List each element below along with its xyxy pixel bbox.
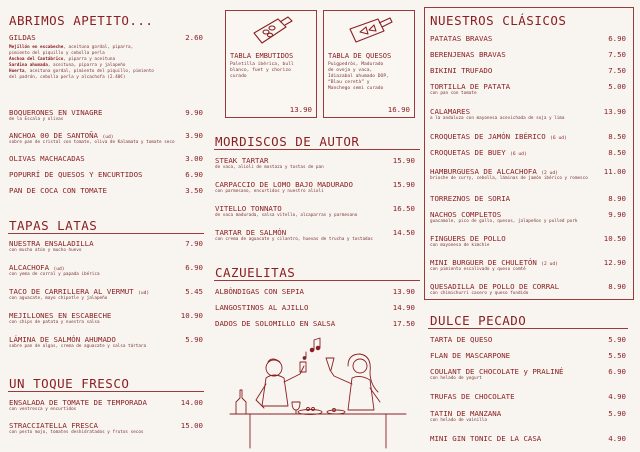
item-name: MEJILLONES EN ESCABECHE: [9, 311, 112, 320]
item-name: FINGUERS DE POLLO: [430, 234, 506, 243]
cheese-board-icon: [346, 15, 394, 49]
item-desc: con pan con tomate: [430, 91, 477, 96]
menu-item: [430, 167, 626, 182]
item-name: STRACCIATELLA FRESCA: [9, 421, 98, 430]
item-desc: de vaca, alioli de mostaza y tostas de pan: [215, 165, 324, 170]
menu-item: [430, 234, 626, 249]
item-price: 13.90: [392, 287, 415, 296]
item-desc: sobre pan de algas, crema de aguacate y salsa tártara: [9, 344, 147, 349]
gildas-description: [9, 45, 203, 81]
gildas-line: del padrón, cebolla perla y alcachofa (2.40€): [9, 75, 126, 80]
item-name: MINI GIN TONIC DE LA CASA: [430, 434, 542, 443]
item-name: TARTAR DE SALMÓN: [215, 228, 287, 237]
item-price: 5.90: [608, 409, 626, 418]
item-unit: (ud): [102, 135, 114, 140]
menu-item: [9, 108, 203, 123]
menu-item: [9, 311, 203, 326]
menu-item: [430, 351, 626, 360]
item-desc: brioche de curry, cebolla, láminas de jamón ibérico y romesco: [430, 176, 588, 181]
item-unit: (2 ud): [541, 171, 558, 176]
column-middle: [210, 0, 420, 452]
menu-item: [9, 421, 203, 436]
card-price: 16.90: [387, 105, 410, 114]
item-name: BOQUERONES EN VINAGRE: [9, 108, 103, 117]
item-desc: con helado de yogurt: [430, 376, 482, 381]
item-price: 6.90: [608, 367, 626, 376]
section-title-apetito: ABRIMOS APETITO...: [9, 13, 154, 28]
section-divider: [428, 328, 628, 329]
item-name: ALCACHOFA: [9, 263, 50, 272]
item-name: ANCHOA 00 DE SANTOÑA: [9, 131, 98, 140]
tabla-quesos-card: [323, 10, 415, 118]
item-name: TORREZNOS DE SORIA: [430, 194, 511, 203]
tabla-embutidos-card: [225, 10, 317, 118]
item-name: POPURRÍ DE QUESOS Y ENCURTIDOS: [9, 170, 143, 179]
item-name: PATATAS BRAVAS: [430, 34, 493, 43]
item-desc: con ventresca y encurtidos: [9, 407, 77, 412]
item-price: 17.50: [392, 319, 415, 328]
item-price: 5.90: [608, 335, 626, 344]
item-desc: con parmesano, encurtidos y nuestro alioli: [215, 189, 324, 194]
item-price: 2.60: [185, 33, 203, 42]
menu-item: [9, 131, 203, 146]
item-name: NACHOS COMPLETOS: [430, 210, 502, 219]
card-price: 13.90: [289, 105, 312, 114]
item-desc: con mucho atún y mucho huevo: [9, 248, 82, 253]
item-name: DADOS DE SOLOMILLO EN SALSA: [215, 319, 336, 328]
item-name: BIKINI TRUFADO: [430, 66, 493, 75]
item-unit: (2 ud): [541, 262, 558, 267]
gildas-line: Anchoa del Cantábrico, piparra y aceituna: [9, 57, 116, 62]
item-price: 5.00: [608, 82, 626, 91]
item-name: HAMBURGUESA DE ALCACHOFA: [430, 167, 537, 176]
section-title-cazuelitas: CAZUELITAS: [215, 265, 296, 280]
gildas-line: pimiento del piquillo y cebolla perla: [9, 51, 105, 56]
item-price: 4.90: [608, 434, 626, 443]
item-name: PAN DE COCA CON TOMATE: [9, 186, 107, 195]
item-name: CROQUETAS DE JAMÓN IBÉRICO: [430, 132, 546, 141]
card-line: curado: [230, 74, 247, 79]
item-name: TATIN DE MANZANA: [430, 409, 502, 418]
menu-item: [215, 180, 415, 195]
menu-item: [430, 66, 626, 75]
section-title-clasicos: NUESTROS CLÁSICOS: [430, 13, 567, 28]
menu-item: [430, 282, 626, 297]
item-name: COULANT DE CHOCOLATE y PRALINÉ: [430, 367, 564, 376]
item-price: 4.90: [608, 392, 626, 401]
menu-item: [430, 82, 626, 97]
card-line: Paletilla ibérica, bull: [230, 62, 294, 67]
item-price: 3.90: [185, 131, 203, 140]
item-name: QUESADILLA DE POLLO DE CORRAL: [430, 282, 560, 291]
gildas-line: Sardina ahumada, aceituna, piparra y jalapeño: [9, 63, 126, 68]
section-divider: [8, 233, 204, 234]
menu-item: [430, 409, 626, 424]
menu-item: [215, 287, 415, 296]
item-price: 14.00: [180, 398, 203, 407]
menu-item: [9, 154, 203, 163]
card-line: Idiazabal ahumado DOP,: [328, 74, 389, 79]
section-divider: [8, 391, 204, 392]
item-price: 5.50: [608, 351, 626, 360]
item-price: 7.50: [608, 50, 626, 59]
item-desc: sobre pan de cristal con tomate, oliva de Kalamata y tomate seco: [9, 140, 175, 145]
item-desc: con aguacate, mayo chipotle y jalapeño: [9, 296, 108, 301]
item-desc: con chips de patata y nuestra salsa: [9, 320, 100, 325]
item-price: 6.90: [608, 34, 626, 43]
menu-item: [430, 434, 626, 443]
item-desc: guacamole, pico de gallo, quesos, jalapeños y pulled pork: [430, 219, 578, 224]
section-divider: [214, 149, 420, 150]
item-price: 11.00: [603, 167, 626, 176]
item-price: 6.90: [185, 263, 203, 272]
menu-item: [430, 367, 626, 382]
menu-item: [430, 210, 626, 225]
section-title-fresco: UN TOQUE FRESCO: [9, 376, 130, 391]
item-price: 5.90: [185, 335, 203, 344]
item-desc: de vaca madurada, salsa vitello, alcaparras y parmesano: [215, 213, 358, 218]
item-price: 15.90: [392, 180, 415, 189]
card-line: Manchego semi curado: [328, 86, 384, 91]
item-price: 5.45: [185, 287, 203, 296]
item-price: 9.90: [185, 108, 203, 117]
menu-item: [430, 50, 626, 59]
item-name: VITELLO TONNATO: [215, 204, 282, 213]
item-name: STEAK TARTAR: [215, 156, 269, 165]
item-desc: con pimiento escalivado y queso comté: [430, 267, 526, 272]
item-price: 16.50: [392, 204, 415, 213]
section-title-latas: TAPAS LATAS: [9, 218, 98, 233]
gildas-line: Mejillón en escabeche, aceituna gordal, piparra,: [9, 45, 134, 50]
item-price: 7.50: [608, 66, 626, 75]
item-name: CROQUETAS DE BUEY: [430, 148, 506, 157]
item-desc: con chimichurri casero y queso fundido: [430, 291, 529, 296]
item-price: 10.50: [603, 234, 626, 243]
item-price: 8.50: [608, 148, 626, 157]
item-price: 14.90: [392, 303, 415, 312]
item-price: 12.90: [603, 258, 626, 267]
item-name: ENSALADA DE TOMATE DE TEMPORADA: [9, 398, 147, 407]
item-price: 6.90: [185, 170, 203, 179]
card-line: “Blau ceretà” y: [328, 80, 370, 85]
menu-item: [430, 194, 626, 203]
item-desc: a la andaluza con mayonesa acevichada de soja y lima: [430, 116, 565, 121]
section-title-dulce: DULCE PECADO: [430, 313, 527, 328]
menu-item: [430, 392, 626, 401]
gildas-line: Huerta, aceituna gordal, pimiento del piquillo, pimiento: [9, 69, 154, 74]
menu-item: [9, 239, 203, 254]
item-desc: con pesto mojo, tomates deshidratados y frutos secos: [9, 430, 144, 435]
section-title-autor: MORDISCOS DE AUTOR: [215, 134, 360, 149]
item-name: ALBÓNDIGAS CON SEPIA: [215, 287, 304, 296]
card-line: Puigpedrós, Madurado: [328, 62, 384, 67]
menu-item-gildas: [9, 33, 203, 81]
item-price: 15.90: [392, 156, 415, 165]
menu-item: [215, 303, 415, 312]
item-price: 13.90: [603, 107, 626, 116]
item-price: 3.00: [185, 154, 203, 163]
menu-item: [9, 186, 203, 195]
card-line: blanco, fuet y chorizo: [230, 68, 291, 73]
item-name: CARPACCIO DE LOMO BAJO MADURADO: [215, 180, 353, 189]
item-price: 15.00: [180, 421, 203, 430]
menu-item: [430, 132, 626, 141]
menu-item: [9, 398, 203, 413]
menu-item: [215, 319, 415, 328]
item-desc: con crema de aguacate y cilantro, huevas de trucha y tostadas: [215, 237, 373, 242]
item-name: LANGOSTINOS AL AJILLO: [215, 303, 309, 312]
item-price: 10.90: [180, 311, 203, 320]
item-price: 7.90: [185, 239, 203, 248]
item-name: CALAMARES: [430, 107, 471, 116]
charcuterie-board-icon: [250, 15, 294, 49]
menu-item: [430, 148, 626, 157]
menu-item: [430, 34, 626, 43]
card-title: TABLA DE QUESOS: [328, 52, 392, 60]
menu-item: [430, 335, 626, 344]
menu-item: [215, 204, 415, 219]
menu-item: [215, 156, 415, 171]
item-name: BERENJENAS BRAVAS: [430, 50, 506, 59]
item-price: 8.50: [608, 132, 626, 141]
item-price: 8.90: [608, 282, 626, 291]
menu-item: [430, 107, 626, 122]
item-unit: (6 ud): [550, 136, 567, 141]
item-name: TRUFAS DE CHOCOLATE: [430, 392, 515, 401]
menu-item: [9, 263, 203, 278]
menu-item: [9, 287, 203, 302]
menu-item: [430, 258, 626, 273]
item-name: TACO DE CARRILLERA AL VERMUT: [9, 287, 134, 296]
item-name: MINI BURGUER DE CHULETÓN: [430, 258, 537, 267]
item-name: TORTILLA DE PATATA: [430, 82, 511, 91]
item-name: NUESTRA ENSALADILLA: [9, 239, 94, 248]
couple-dining-illustration: [210, 336, 420, 450]
item-name: LÁMINA DE SALMÓN AHUMADO: [9, 335, 116, 344]
menu-item: [9, 335, 203, 350]
item-desc: con mayonesa de kimchie: [430, 243, 490, 248]
item-desc: con helado de vainilla: [430, 418, 487, 423]
section-divider: [214, 280, 420, 281]
item-price: 14.50: [392, 228, 415, 237]
item-price: 9.90: [608, 210, 626, 219]
menu-item: [9, 170, 203, 179]
card-title: TABLA EMBUTIDOS: [230, 52, 294, 60]
item-name: GILDAS: [9, 33, 36, 42]
item-unit: (6 ud): [510, 152, 527, 157]
item-name: FLAN DE MASCARPONE: [430, 351, 511, 360]
menu-item: [215, 228, 415, 243]
item-desc: de la Escala y olivas: [9, 117, 64, 122]
item-unit: (ud): [138, 291, 150, 296]
item-price: 8.90: [608, 194, 626, 203]
item-name: OLIVAS MACHACADAS: [9, 154, 85, 163]
card-line: de oveja y vaca,: [328, 68, 373, 73]
item-unit: (ud): [53, 267, 65, 272]
item-desc: con yema de corral y papada ibérica: [9, 272, 100, 277]
item-name: TARTA DE QUESO: [430, 335, 493, 344]
item-price: 3.50: [185, 186, 203, 195]
